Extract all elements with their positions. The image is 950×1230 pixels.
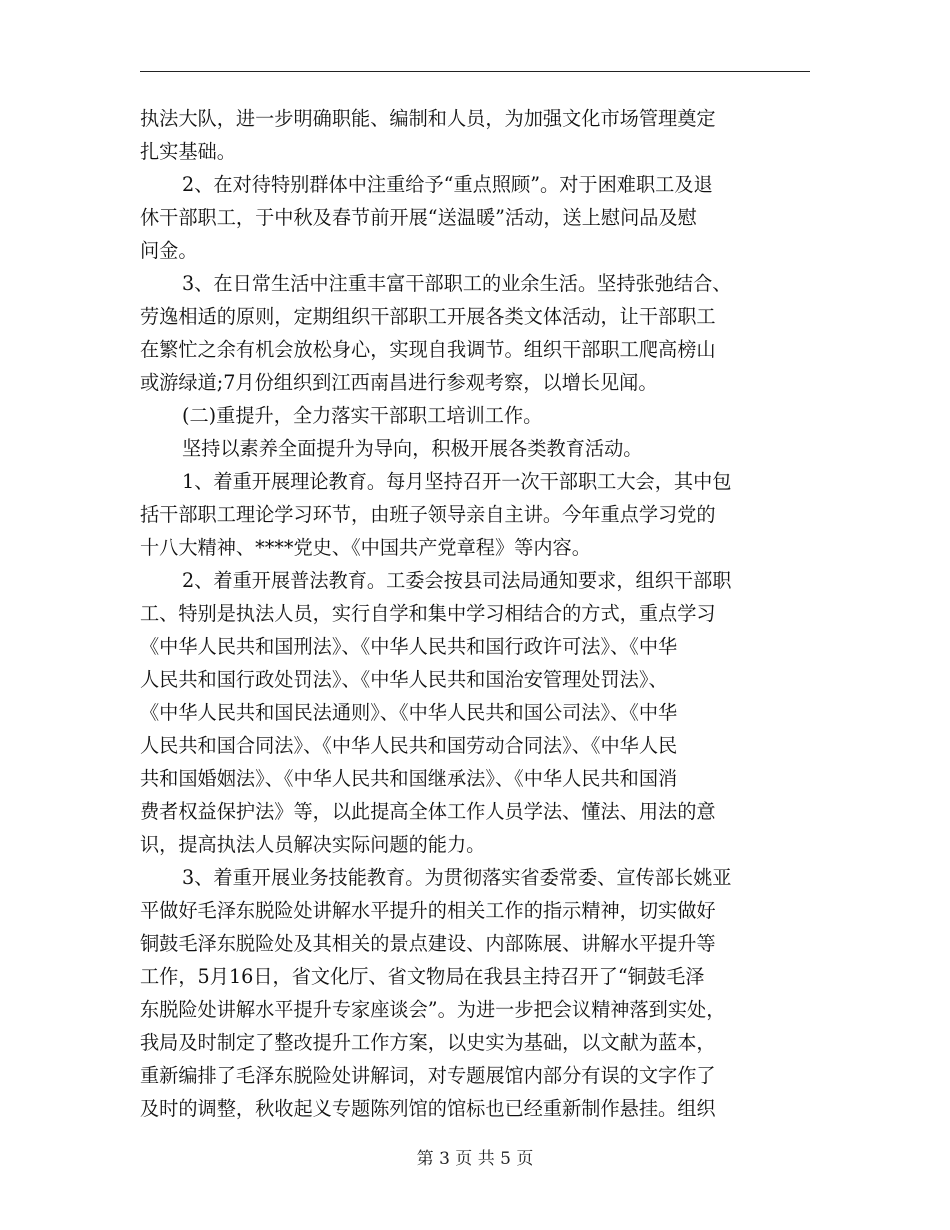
text-line: 《中华人民共和国刑法》、《中华人民共和国行政许可法》、《中华 [140,635,678,658]
text-line: 我局及时制定了整改提升工作方案，以史实为基础，以文献为蓝本， [140,1031,716,1054]
text-line: 工、特别是执法人员，实行自学和集中学习相结合的方式，重点学习 [140,602,716,625]
text-line: 2、在对待特别群体中注重给予“重点照顾”。对于困难职工及退 [182,173,713,196]
text-line: 共和国婚姻法》、《中华人民共和国继承法》、《中华人民共和国消 [140,767,678,790]
page-number: 第 3 页 共 5 页 [416,1149,534,1169]
text-line: 东脱险处讲解水平提升专家座谈会”。为进一步把会议精神落到实处， [140,998,726,1021]
text-line: 问金。 [140,239,198,262]
text-line: 费者权益保护法》等，以此提高全体工作人员学法、懂法、用法的意 [140,800,716,823]
text-line: 或游绿道;7月份组织到江西南昌进行参观考察，以增长见闻。 [140,371,658,394]
text-line: (二)重提升，全力落实干部职工培训工作。 [182,404,543,427]
text-line: 3、着重开展业务技能教育。为贯彻落实省委常委、宣传部长姚亚 [182,866,732,889]
text-line: 3、在日常生活中注重丰富干部职工的业余生活。坚持张弛结合、 [182,272,732,295]
text-line: 重新编排了毛泽东脱险处讲解词，对专题展馆内部分有误的文字作了 [140,1064,716,1087]
text-line: 执法大队，进一步明确职能、编制和人员，为加强文化市场管理奠定 [140,107,716,130]
text-line: 扎实基础。 [140,140,236,163]
text-line: 在繁忙之余有机会放松身心，实现自我调节。组织干部职工爬高榜山 [140,338,716,361]
text-line: 休干部职工，于中秋及春节前开展“送温暖”活动，送上慰问品及慰 [140,206,697,229]
text-line: 括干部职工理论学习环节，由班子领导亲自主讲。今年重点学习党的 [140,503,716,526]
text-line: 1、着重开展理论教育。每月坚持召开一次干部职工大会，其中包 [182,470,732,493]
text-line: 《中华人民共和国民法通则》、《中华人民共和国公司法》、《中华 [140,701,678,724]
text-line: 平做好毛泽东脱险处讲解水平提升的相关工作的指示精神，切实做好 [140,899,716,922]
text-line: 2、着重开展普法教育。工委会按县司法局通知要求，组织干部职 [182,569,732,592]
text-line: 十八大精神、****党史、《中国共产党章程》等内容。 [140,536,591,559]
document-body [140,102,810,1125]
text-line: 及时的调整，秋收起义专题陈列馆的馆标也已经重新制作悬挂。组织 [140,1097,716,1120]
text-line: 识，提高执法人员解决实际问题的能力。 [140,833,486,856]
text-line: 坚持以素养全面提升为导向，积极开展各类教育活动。 [182,437,643,460]
text-line: 铜鼓毛泽东脱险处及其相关的景点建设、内部陈展、讲解水平提升等 [140,932,716,955]
text-line: 工作，5月16日，省文化厅、省文物局在我县主持召开了“铜鼓毛泽 [140,965,705,988]
text-line: 人民共和国合同法》、《中华人民共和国劳动合同法》、《中华人民 [140,734,678,757]
text-line: 劳逸相适的原则，定期组织干部职工开展各类文体活动，让干部职工 [140,305,716,328]
text-line: 人民共和国行政处罚法》、《中华人民共和国治安管理处罚法》、 [140,668,668,691]
header-rule [140,71,810,72]
